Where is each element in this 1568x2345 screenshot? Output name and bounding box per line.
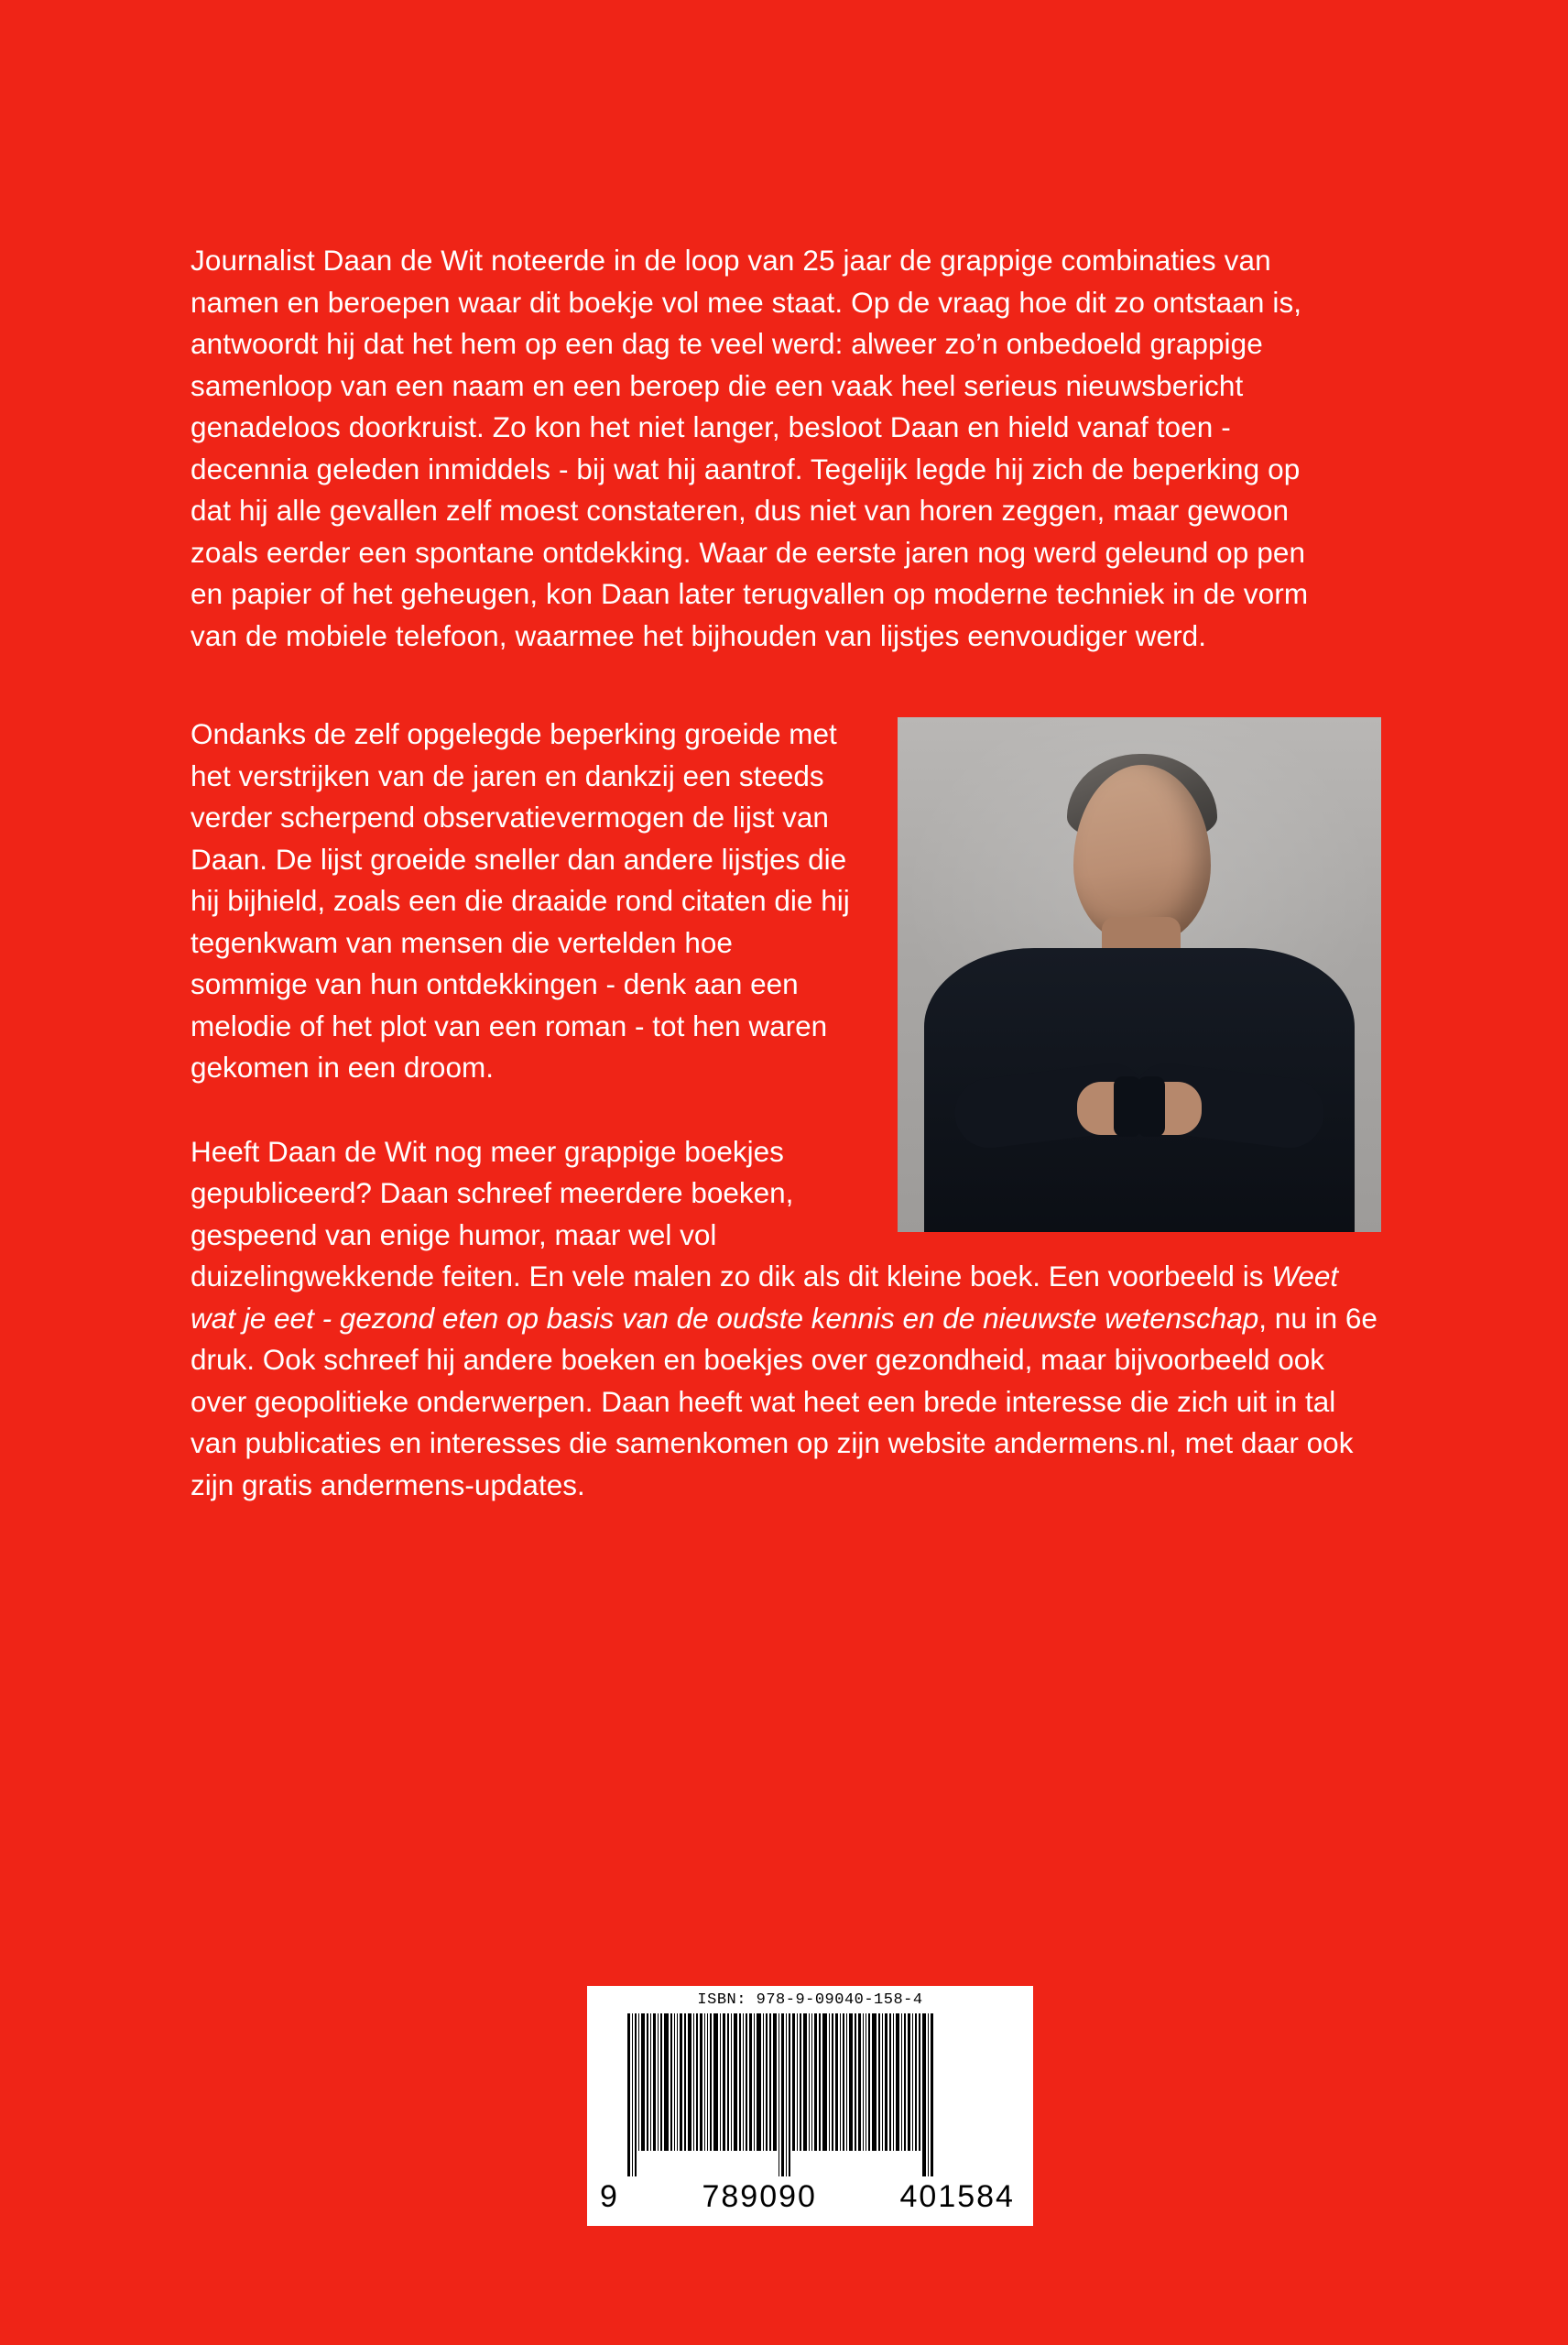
barcode-bar — [723, 2013, 725, 2151]
book-title-italic: Weet wat je eet - gezond eten op basis van de oudste kennis en de nieuwste wetenschap — [191, 1260, 1339, 1335]
text-and-portrait-flow — [191, 714, 1381, 1506]
barcode-bar — [627, 2013, 630, 2176]
barcode-bar — [713, 2013, 718, 2151]
barcode-bar — [889, 2013, 891, 2151]
barcode-digit-group-one: 789090 — [702, 2179, 817, 2214]
barcode-bar — [919, 2013, 920, 2151]
author-portrait — [898, 717, 1381, 1232]
barcode-bar — [632, 2013, 633, 2176]
barcode-bar — [893, 2013, 894, 2151]
barcode-bar — [858, 2013, 861, 2151]
barcode-bar — [901, 2013, 902, 2151]
barcode-bar — [727, 2013, 729, 2151]
barcode-bar — [800, 2013, 801, 2151]
barcode-digits — [587, 2179, 1033, 2215]
cover-text-content — [191, 240, 1381, 1535]
barcode-bar — [922, 2013, 926, 2176]
barcode-bar — [680, 2013, 682, 2151]
barcode-bar — [832, 2013, 833, 2151]
barcode-bar — [641, 2013, 645, 2151]
barcode-bar — [653, 2013, 656, 2151]
barcode-bar — [789, 2013, 790, 2176]
barcode-bar — [912, 2013, 913, 2151]
barcode-bar — [773, 2013, 777, 2151]
barcode-bar — [763, 2013, 764, 2151]
barcode-bar — [635, 2013, 637, 2176]
third-paragraph-part-two: , nu in 6e druk. Ook schreef hij andere boeken en boekjes over gezondheid, maar bijvoorbeeld ook over geopolitieke onderwerpen. Daan heeft wat heet een brede interesse die zich uit in tal van publicaties en interesses die samenkomen op zijn website andermens.nl, met daar ook zijn gratis andermens-updates. — [191, 1301, 1377, 1501]
barcode-bar — [720, 2013, 721, 2151]
barcode-bar — [835, 2013, 838, 2151]
barcode-digit-group-two: 401584 — [899, 2179, 1015, 2214]
barcode-bar — [814, 2013, 817, 2151]
barcode-bar — [746, 2013, 747, 2151]
barcode-bar — [843, 2013, 844, 2151]
barcode-bar — [849, 2013, 853, 2151]
barcode-bar — [650, 2013, 651, 2151]
barcode-bar — [757, 2013, 761, 2151]
barcode-bar — [707, 2013, 708, 2151]
barcode-bar — [749, 2013, 752, 2151]
barcode-bar — [743, 2013, 744, 2151]
second-paragraph: Ondanks de zelf opgelegde beperking groeide met het verstrijken van de jaren en dankzij een steeds verder scherpend observatievermogen de lijst van Daan. De lijst groeide sneller dan andere lijstjes die hij bijhield, zoals een die draaide rond citaten die hij tegenkwam van mensen die vertelden hoe sommige van hun ontdekkingen - denk aan een melodie of het plot van een roman - tot hen waren gekomen in een droom. — [191, 717, 850, 1084]
barcode-bar — [882, 2013, 883, 2151]
barcode-bar — [928, 2013, 929, 2176]
barcode-bar — [896, 2013, 899, 2151]
barcode-bar — [803, 2013, 807, 2151]
barcode-bar — [700, 2013, 702, 2151]
barcode-bar — [754, 2013, 755, 2151]
barcode-bar — [822, 2013, 827, 2151]
barcode-bar — [664, 2013, 669, 2151]
barcode-bar — [638, 2013, 639, 2151]
barcode-bar — [846, 2013, 847, 2151]
barcode-bar — [710, 2013, 712, 2151]
barcode-bar — [684, 2013, 686, 2151]
barcode-bar — [731, 2013, 732, 2151]
barcode-bar — [704, 2013, 705, 2151]
isbn-label: ISBN: 978-9-09040-158-4 — [697, 1991, 923, 2009]
barcode-bar — [688, 2013, 691, 2151]
barcode-bar — [797, 2013, 798, 2151]
intro-paragraph: Journalist Daan de Wit noteerde in de loop van 25 jaar de grappige combinaties van namen en beroepen waar dit boekje vol mee staat. Op de vraag hoe dit zo ontstaan is, antwoordt hij dat het hem op een dag te veel werd: alweer zo’n onbedoeld grappige samenloop van een naam en een beroep die een vaak heel serieus nieuwsbericht genadeloos doorkruist. Zo kon het niet langer, besloot Daan en hield vanaf toen - decennia geleden inmiddels - bij wat hij aantrof. Tegelijk legde hij zich de beperking op dat hij alle gevallen zelf moest constateren, dus niet van horen zeggen, maar gewoon zoals eerder een spontane ontdekking. Waar de eerste jaren nog werd geleund op pen en papier of het geheugen, kon Daan later terugvallen op moderne techniek in de vorm van de mobiele telefoon, waarmee het bijhouden van lijstjes eenvoudiger werd. — [191, 244, 1309, 652]
barcode-bar — [677, 2013, 678, 2151]
barcode-bar — [658, 2013, 659, 2151]
barcode-bar — [878, 2013, 880, 2151]
portrait-right-cuff — [1114, 1076, 1141, 1137]
barcode-bar — [792, 2013, 795, 2151]
barcode-bar — [829, 2013, 830, 2151]
barcode-bar — [769, 2013, 771, 2151]
barcode-bar — [819, 2013, 821, 2151]
barcode-bar — [811, 2013, 812, 2151]
barcode-bar — [696, 2013, 698, 2151]
barcode-bar — [915, 2013, 917, 2151]
barcode-bar — [660, 2013, 662, 2151]
barcode-digit-left: 9 — [600, 2179, 619, 2214]
portrait-left-cuff — [1138, 1076, 1165, 1137]
barcode-bar — [868, 2013, 870, 2151]
third-paragraph-part-one: Heeft Daan de Wit nog meer grappige boekjes gepubliceerd? Daan schreef meerdere boeken, gespeend van enige humor, maar wel vol duizelingwekkende feiten. En vele malen zo dik als dit kleine boek. Een voorbeeld is — [191, 1134, 1272, 1292]
barcode-bar — [670, 2013, 672, 2151]
barcode-bar — [863, 2013, 864, 2151]
barcode-bar — [885, 2013, 887, 2151]
barcode-bar — [766, 2013, 768, 2151]
barcode-bar — [908, 2013, 910, 2151]
barcode-bar — [739, 2013, 741, 2151]
barcode-bar — [674, 2013, 675, 2151]
isbn-barcode — [587, 1986, 1033, 2226]
barcode-bar — [786, 2013, 787, 2176]
barcode-bars — [627, 2013, 994, 2176]
barcode-bar — [647, 2013, 648, 2151]
barcode-bar — [904, 2013, 906, 2151]
barcode-bar — [734, 2013, 737, 2151]
barcode-bar — [872, 2013, 877, 2151]
barcode-bar — [840, 2013, 841, 2151]
barcode-bar — [781, 2013, 784, 2176]
barcode-bar — [931, 2013, 933, 2176]
barcode-bar — [809, 2013, 810, 2151]
barcode-bar — [693, 2013, 694, 2151]
portrait-background — [898, 717, 1381, 1232]
barcode-bar — [855, 2013, 856, 2151]
